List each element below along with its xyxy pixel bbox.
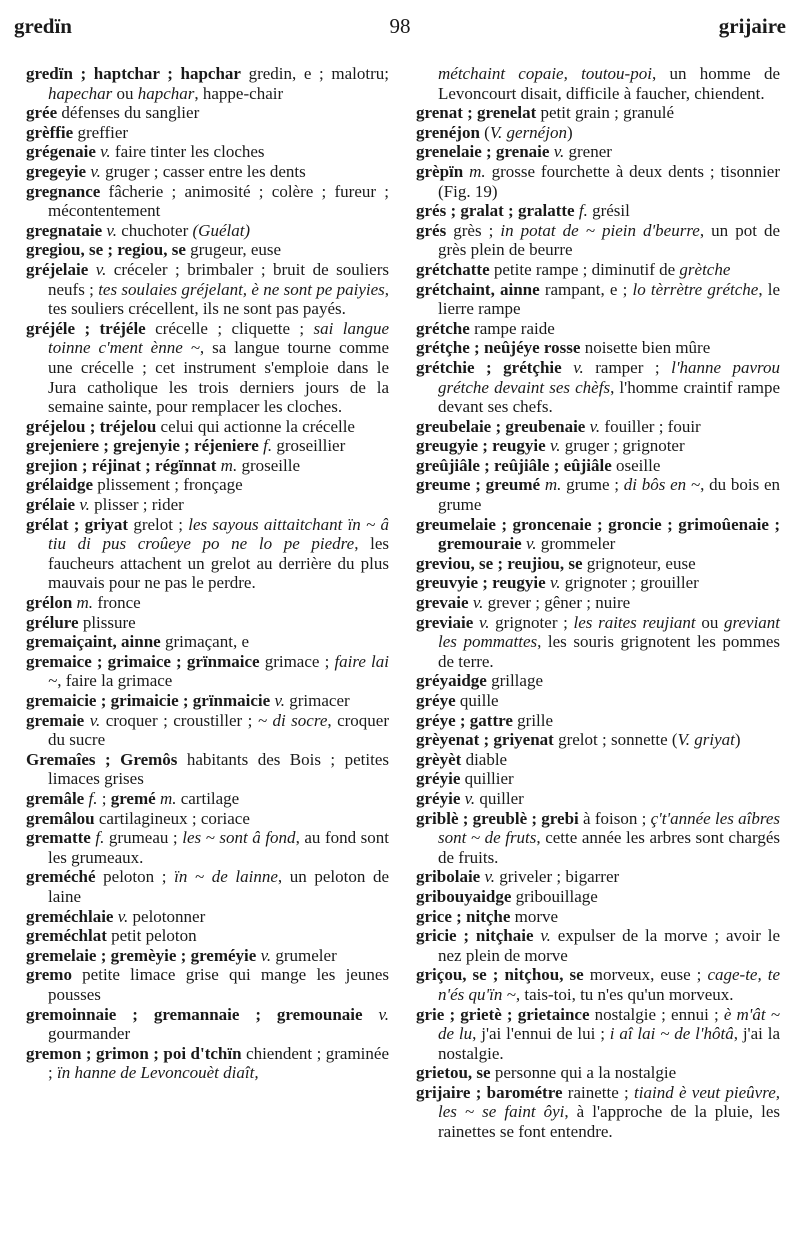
dictionary-entry [416, 103, 780, 123]
headword: grétche [416, 318, 470, 338]
definition-text: rampe raide [469, 318, 555, 338]
definition-text: à foison ; [578, 808, 651, 828]
dictionary-entry [416, 162, 780, 201]
definition-text: groseillier [272, 436, 346, 456]
headword: grélaie [26, 495, 76, 515]
headword: greugyie ; reugyie [416, 436, 546, 456]
definition-text: grimacer [285, 691, 350, 710]
headword: griblè ; greublè ; grebi [416, 808, 579, 828]
italic-text: lo tèrrètre grétche [632, 279, 759, 299]
headword: grijaire ; barométre [416, 1082, 563, 1102]
headword: gréyie [416, 769, 461, 789]
dictionary-entry [26, 103, 389, 123]
definition-text: diable [461, 749, 508, 769]
headword: grélon [26, 593, 73, 613]
headword: grevaie [416, 593, 469, 613]
headword: gréye [416, 691, 456, 710]
dictionary-entry [416, 691, 780, 711]
dictionary-entry [416, 1005, 780, 1064]
italic-text: m. [159, 788, 177, 808]
dictionary-entry [416, 417, 780, 437]
dictionary-entry [416, 456, 780, 476]
definition-text: , croquer du sucre [48, 710, 389, 750]
dictionary-entry [416, 1083, 780, 1142]
definition-text [562, 358, 574, 377]
definition-text: , tes souliers crécellent, ils ne sont pas payés. [48, 279, 389, 319]
entry-continuation [416, 64, 780, 103]
headword: gremoinnaie ; gremannaie ; gremounaie [26, 1004, 363, 1024]
dictionary-entry [26, 495, 389, 515]
definition-text: , j'ai l'ennui de lui ; [472, 1024, 610, 1044]
definition-text: , cette année les arbres sont chargés de fruits. [438, 828, 781, 867]
headword: greuvyie ; reugyie [416, 573, 546, 593]
headword: greméchlat [26, 926, 107, 946]
headword: grematte [26, 828, 91, 848]
definition-text: gruger ; casser entre les dents [100, 161, 306, 181]
italic-text: m. [76, 593, 94, 613]
page-header [14, 6, 786, 46]
dictionary-entry [26, 632, 389, 652]
headword: gremaice ; grimaice ; grïnmaice [26, 651, 260, 671]
definition-text: quillier [460, 769, 514, 789]
headword: gremo [26, 965, 72, 985]
definition-text: plisser ; rider [89, 495, 184, 515]
italic-text: ~ di socre [257, 710, 328, 730]
definition-text: personne qui a la nostalgie [490, 1063, 677, 1083]
definition-text: , les faucheurs attachent un grelot au derrière du plus mauvais pour ne pas le perdre. [48, 534, 389, 593]
dictionary-entry [416, 613, 780, 672]
dictionary-entry [416, 475, 780, 514]
dictionary-entry [26, 789, 389, 809]
definition-text: ; [97, 788, 111, 808]
italic-text: cage-te, te n'és qu'ïn ~ [438, 965, 781, 1004]
definition-text: , sa langue tourne comme une crécelle ; cet instrument s'emploie dans le Jura catholique les trois derniers jours de la semaine sainte, pour remplacer les cloches. [48, 338, 389, 417]
definition-text: grosse fourchette à deux dents ; tisonnier (Fig. 19) [438, 161, 780, 201]
definition-text: , du bois en grume [438, 475, 781, 515]
right-column [416, 64, 780, 1142]
dictionary-entry [416, 1063, 780, 1083]
dictionary-entry [26, 260, 389, 319]
italic-text: v. [573, 357, 584, 377]
definition-text: expulser de la morve ; avoir le nez plein de morve [438, 926, 781, 965]
definition-text: rampant, e ; [539, 279, 633, 299]
dictionary-entry [26, 907, 389, 927]
headword: grés ; gralat ; gralatte [416, 201, 575, 221]
dictionary-entry [26, 319, 389, 417]
headword: gremâle [26, 788, 85, 808]
headword: gremon ; grimon ; poi d'tchïn [26, 1043, 242, 1063]
definition-text: oseille [611, 455, 661, 475]
definition-text: petit grain ; granulé [536, 103, 675, 123]
headword: gréye ; gattre [416, 710, 513, 730]
definition-text: , l'homme craintif rampe devant ses chefs. [438, 377, 780, 417]
italic-text: v. [472, 593, 484, 613]
italic-text: V. griyat [677, 730, 735, 750]
headword: grice ; nitçhe [416, 906, 511, 926]
definition-text: nostalgie ; ennui ; [589, 1004, 724, 1024]
definition-text: ou [112, 83, 138, 103]
italic-text: v. [549, 573, 561, 593]
definition-text: grommeler [536, 534, 616, 554]
page-number: 98 [389, 14, 411, 38]
dictionary-entry [26, 436, 389, 456]
dictionary-entry [416, 926, 780, 965]
italic-text: (Guélat) [192, 220, 251, 240]
definition-text: , faire la grimace [57, 671, 173, 691]
italic-text: di bôs en ~ [623, 475, 701, 495]
definition-text: noisette bien mûre [580, 338, 711, 358]
definition-text: grimaçant, e [160, 632, 249, 652]
dictionary-entry [416, 671, 780, 691]
definition-text: , les souris grignotent les pommes de terre. [438, 632, 781, 671]
headword: grèyèt [416, 749, 462, 769]
italic-text: les raites reujiant [573, 612, 696, 632]
headword: grejion ; réjinat ; régïnnat [26, 455, 217, 475]
headword: gréyie [416, 788, 461, 808]
italic-text: v. [100, 142, 111, 162]
header-guide-word-right: grijaire [718, 14, 786, 38]
italic-text: l'hanne pavrou grétche devaint ses chèfs [438, 357, 781, 397]
italic-text: v. [549, 436, 561, 456]
headword: grétçhe ; neûjéye rosse [416, 338, 581, 358]
definition-text: greffier [73, 122, 129, 142]
definition-text: gourmander [48, 1024, 131, 1044]
definition-text: groseille [237, 455, 300, 475]
definition-text: grillage [486, 671, 543, 691]
dictionary-entry [416, 887, 780, 907]
definition-text: ( [479, 122, 490, 142]
italic-text: faire lai ~ [48, 651, 389, 691]
definition-text: grumeau ; [104, 828, 183, 848]
definition-text: créceler ; brimbaler ; bruit de souliers neufs ; [48, 259, 390, 299]
dictionary-entry [26, 142, 389, 162]
definition-text: habitants des Bois ; petites limaces grises [48, 749, 389, 789]
headword: gréjelou ; tréjelou [26, 416, 157, 436]
italic-text: m. [544, 475, 562, 495]
headword: grélat ; griyat [26, 514, 129, 534]
headword: greméchlaie [26, 906, 114, 926]
dictionary-entry [416, 201, 780, 221]
definition-text: morveux, euse ; [583, 965, 708, 985]
dictionary-entry [26, 515, 389, 593]
definition-text: crécelle ; cliquette ; [145, 318, 314, 338]
dictionary-entry [26, 593, 389, 613]
italic-text: v. [553, 142, 565, 162]
definition-text: petit peloton [106, 926, 197, 946]
definition-text: chuchoter [116, 220, 193, 240]
dictionary-entry [416, 123, 780, 143]
italic-text: v. [95, 259, 107, 279]
definition-text: ou [695, 612, 724, 632]
headword: grégenaie [26, 142, 96, 162]
headword: gregnance [26, 181, 101, 201]
italic-text: f. [263, 436, 273, 456]
italic-text: v. [540, 926, 551, 946]
dictionary-entry [416, 358, 780, 417]
definition-text: celui qui actionne la crécelle [156, 416, 355, 436]
headword: gremaie [26, 710, 85, 730]
headword: gremaiçaint, ainne [26, 632, 161, 652]
definition-text: quiller [475, 788, 524, 808]
dictionary-entry [416, 750, 780, 770]
italic-text: v. [378, 1004, 389, 1024]
dictionary-entry [26, 828, 389, 867]
headword: greumelaie ; groncenaie ; groncie ; grimoûenaie ; gremouraie [416, 514, 780, 554]
dictionary-entry [416, 142, 780, 162]
definition-text: , tais-toi, tu n'es qu'un morveux. [515, 984, 734, 1004]
dictionary-entry [26, 946, 389, 966]
headword: gregiou, se ; regiou, se [26, 240, 186, 260]
dictionary-entry [26, 711, 389, 750]
headword: grélure [26, 612, 79, 632]
headword: Gremaîes ; Gremôs [26, 749, 178, 769]
definition-text: grelot ; sonnette ( [553, 730, 678, 750]
dictionary-entry [416, 593, 780, 613]
italic-text: in potat de ~ piein d'beurre [500, 220, 700, 240]
definition-text: , un peloton de laine [48, 867, 389, 906]
italic-text: v. [478, 612, 490, 632]
headword: grenat ; grenelat [416, 103, 537, 123]
dictionary-entry [26, 867, 389, 906]
headword: gregeyie [26, 161, 87, 181]
headword: gremâlou [26, 808, 95, 828]
definition-text: , un pot de grès plein de beurre [438, 220, 781, 260]
definition-text: petite limace grise qui mange les jeunes pousses [48, 965, 389, 1004]
italic-text: v. [525, 534, 537, 554]
definition-text: grener [564, 142, 612, 162]
definition-text: grever ; gêner ; nuire [483, 593, 631, 613]
definition-text: fronce [93, 593, 141, 613]
definition-text: croquer ; croustiller ; [100, 710, 258, 730]
definition-text: plissure [78, 612, 136, 632]
definition-text: morve [510, 906, 559, 926]
dictionary-entry [26, 417, 389, 437]
left-column [26, 64, 389, 1083]
definition-text: grille [512, 710, 554, 730]
italic-text: métchaint copaie, toutou-poi [438, 64, 652, 83]
definition-text: , à l'approche de la pluie, les rainettes se font entendre. [438, 1102, 780, 1142]
italic-text: tiaind è veut pieûvre, les ~ se faint ôyi [438, 1082, 780, 1122]
dictionary-entry [416, 338, 780, 358]
definition-text: grignoteur, euse [582, 553, 696, 573]
italic-text: hapechar [48, 83, 113, 103]
headword: greviou, se ; reujiou, se [416, 553, 583, 573]
italic-text: v. [260, 945, 272, 965]
headword: gréjelaie [26, 259, 89, 279]
dictionary-entry [26, 475, 389, 495]
definition-text: défenses du sanglier [57, 103, 200, 123]
italic-text: hapchar [137, 83, 195, 103]
italic-text: v. [106, 220, 117, 240]
dictionary-entry [26, 162, 389, 182]
definition-text: grume ; [561, 475, 624, 495]
italic-text: f. [95, 828, 105, 848]
definition-text: grelot ; [128, 514, 189, 534]
italic-text: les ~ sont â fond [182, 828, 296, 848]
dictionary-entry [416, 260, 780, 280]
dictionary-entry [416, 711, 780, 731]
headword: grés [416, 220, 447, 240]
headword: grée [26, 103, 58, 123]
headword: griçou, se ; nitçhou, se [416, 965, 584, 985]
definition-text: peloton ; [95, 867, 175, 887]
dictionary-entry [416, 280, 780, 319]
italic-text: f. [88, 788, 98, 808]
headword: gricie ; nitçhaie [416, 926, 534, 946]
headword: greviaie [416, 612, 474, 632]
headword: gribolaie [416, 867, 481, 887]
headword: greubelaie ; greubenaie [416, 416, 586, 436]
dictionary-entry [416, 730, 780, 750]
definition-text: grès ; [446, 220, 501, 240]
definition-text: faire tinter les cloches [110, 142, 265, 162]
dictionary-entry [26, 182, 389, 221]
dictionary-entry [416, 809, 780, 868]
headword: gréyaidge [416, 671, 487, 691]
headword: grétchaint, ainne [416, 279, 540, 299]
headword: gredïn ; haptchar ; hapchar [26, 64, 241, 83]
headword: grétchie ; grétçhie [416, 357, 562, 377]
dictionary-entry [26, 1044, 389, 1083]
dictionary-entry [416, 789, 780, 809]
definition-text: , j'ai la nostalgie. [438, 1024, 780, 1063]
italic-text: ïn hanne de Levoncouèt diaît, [56, 1063, 259, 1083]
definition-text: fouiller ; fouir [600, 416, 701, 436]
definition-text: gredin, e ; malotru; [240, 64, 389, 83]
dictionary-entry [26, 240, 389, 260]
definition-text: grésil [587, 201, 630, 221]
italic-text: ç't'année les aîbres sont ~ de fruts [438, 808, 780, 848]
dictionary-entry [416, 907, 780, 927]
dictionary-entry [26, 750, 389, 789]
headword: gribouyaidge [416, 886, 512, 906]
headword: greûjiâle ; reûjiâle ; eûjiâle [416, 455, 612, 475]
headword: gremaicie ; grimaicie ; grïnmaicie [26, 691, 271, 710]
dictionary-entry [416, 319, 780, 339]
italic-text: v. [484, 867, 496, 887]
dictionary-entry [416, 965, 780, 1004]
dictionary-entry [26, 613, 389, 633]
italic-text: v. [589, 416, 601, 436]
definition-text: , le lierre rampe [438, 279, 780, 319]
italic-text: f. [578, 201, 588, 221]
definition-text [88, 260, 95, 279]
headword: grejeniere ; grejenyie ; réjeniere [26, 436, 259, 456]
dictionary-entry [26, 64, 389, 103]
headword: grie ; grietè ; grietaince [416, 1004, 590, 1024]
definition-text: grignoter ; grouiller [560, 573, 699, 593]
dictionary-entry [26, 652, 389, 691]
definition-text: , happe-chair [194, 83, 284, 103]
italic-text: ïn ~ de lainne [174, 867, 278, 887]
definition-text: fâcherie ; animosité ; colère ; fureur ; mécontentement [48, 181, 389, 221]
definition-text: gruger ; grignoter [560, 436, 685, 456]
definition-text: grumeler [271, 945, 337, 965]
headword: greméché [26, 867, 96, 887]
definition-text: , au fond sont les grumeaux. [48, 828, 390, 867]
italic-text: v. [274, 691, 285, 710]
dictionary-entry [26, 1005, 389, 1044]
italic-text: v. [464, 788, 476, 808]
headword: gremelaie ; gremèyie ; greméyie [26, 945, 257, 965]
definition-text [363, 1005, 379, 1024]
definition-text: grimace ; [259, 651, 335, 671]
italic-text: les sayous aittaitchant ïn ~ â tiu di pus croûeye po ne lo pe piedre [48, 514, 389, 554]
dictionary-entry [416, 515, 780, 554]
dictionary-entry [416, 867, 780, 887]
italic-text: i aî lai ~ de l'hôtâ [609, 1024, 734, 1044]
dictionary-entry [416, 554, 780, 574]
headword: grèffie [26, 122, 74, 142]
headword: grenéjon [416, 122, 480, 142]
dictionary-entry [26, 456, 389, 476]
italic-text: V. gernéjon [489, 122, 567, 142]
definition-text: grugeur, euse [185, 240, 282, 260]
definition-text: cartilage [176, 788, 240, 808]
italic-text: m. [220, 455, 238, 475]
dictionary-entry [26, 809, 389, 829]
definition-text: grignoter ; [489, 612, 574, 632]
definition-text: petite rampe ; diminutif de [489, 259, 680, 279]
dictionary-entry [26, 221, 389, 241]
dictionary-entry [26, 123, 389, 143]
italic-text: v. [79, 495, 90, 515]
headword: grèyenat ; griyenat [416, 730, 554, 750]
italic-text: greviant les pommattes [438, 612, 781, 652]
dictionary-entry [416, 769, 780, 789]
headword: grélaidge [26, 475, 94, 495]
italic-text: tes soulaies gréjelant, è ne sont pe paiyies [98, 279, 385, 299]
dictionary-entry [416, 436, 780, 456]
definition-text: plissement ; fronçage [93, 475, 243, 495]
dictionary-entry [416, 221, 780, 260]
headword: grèpïn [416, 161, 464, 181]
headword: grietou, se [416, 1063, 491, 1083]
definition-text: quille [455, 691, 499, 710]
definition-text: ) [734, 730, 741, 750]
dictionary-entry [26, 691, 389, 711]
definition-text: , un homme de Levoncourt disait, difficile à faucher, chiendent. [438, 64, 780, 103]
dictionary-entry [416, 573, 780, 593]
headword: gregnataie [26, 220, 103, 240]
definition-text: ramper ; [583, 357, 672, 377]
italic-text: sai langue toinne c'ment ènne ~ [48, 318, 389, 358]
headword: grétchatte [416, 259, 490, 279]
definition-text: cartilagineux ; coriace [94, 808, 250, 828]
italic-text: v. [89, 710, 101, 730]
definition-text: ) [566, 122, 573, 142]
definition-text: chiendent ; graminée ; [48, 1043, 389, 1083]
italic-text: v. [90, 161, 101, 181]
italic-text: m. [469, 161, 486, 181]
dictionary-entry [26, 926, 389, 946]
dictionary-entry [26, 965, 389, 1004]
header-guide-word-left: gredïn [14, 14, 72, 38]
italic-text: v. [117, 906, 129, 926]
headword: grenelaie ; grenaie [416, 142, 550, 162]
headword: greume ; greumé [416, 475, 541, 495]
definition-text: gribouillage [511, 886, 598, 906]
definition-text: pelotonner [128, 906, 206, 926]
headword: gremé [110, 788, 156, 808]
italic-text: è m'ât ~ de lu [438, 1004, 780, 1044]
italic-text: grètche [679, 259, 731, 279]
headword: gréjéle ; tréjéle [26, 318, 146, 338]
definition-text: rainette ; [562, 1082, 635, 1102]
definition-text: griveler ; bigarrer [495, 867, 620, 887]
